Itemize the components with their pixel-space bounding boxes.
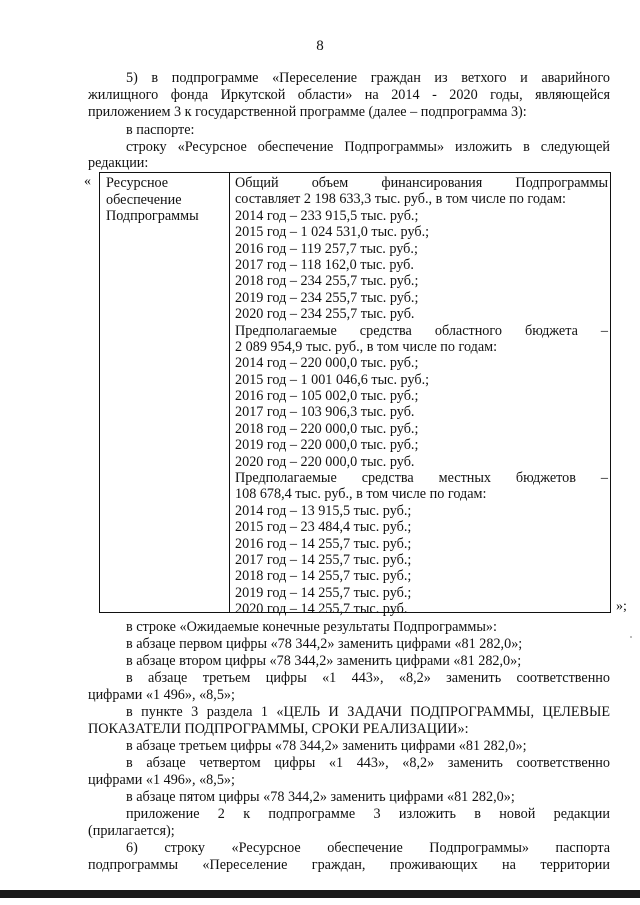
after-line-5: цифрами «1 496», «8,5»; xyxy=(88,687,235,703)
right-cell-line: 2016 год – 105 002,0 тыс. руб.; xyxy=(235,388,419,405)
right-cell-line: 2017 год – 118 162,0 тыс. руб. xyxy=(235,256,414,273)
after-line-10: цифрами «1 496», «8,5»; xyxy=(88,772,235,788)
right-cell-line: 2016 год – 119 257,7 тыс. руб.; xyxy=(235,240,418,257)
table-close-mark: »; xyxy=(616,599,627,614)
right-cell-line: 2019 год – 220 000,0 тыс. руб.; xyxy=(235,437,419,454)
after-line-3: в абзаце втором цифры «78 344,2» заменить цифрами «81 282,0»; xyxy=(126,653,522,669)
right-cell-line: 2020 год – 234 255,7 тыс. руб. xyxy=(235,306,415,323)
intro-line-3: приложением 3 к государственной программе (далее – подпрограмма 3): xyxy=(88,104,527,120)
left-cell-line: Подпрограммы xyxy=(106,208,199,224)
right-cell-line: Общий объем финансирования Подпрограммы xyxy=(235,175,608,191)
table-left-cell xyxy=(106,175,224,225)
after-line-8: в абзаце третьем цифры «78 344,2» заменить цифрами «81 282,0»; xyxy=(126,738,527,754)
right-cell-line: 2018 год – 14 255,7 тыс. руб.; xyxy=(235,568,412,585)
table-column-divider xyxy=(229,173,230,612)
table-right-cell xyxy=(235,175,608,618)
right-cell-line: 2019 год – 234 255,7 тыс. руб.; xyxy=(235,289,419,306)
right-cell-line: 2014 год – 13 915,5 тыс. руб.; xyxy=(235,502,412,519)
intro-line-4: в паспорте: xyxy=(126,122,195,138)
right-cell-line: 2018 год – 220 000,0 тыс. руб.; xyxy=(235,420,419,437)
scan-bottom-edge xyxy=(0,890,640,898)
after-line-4: в абзаце третьем цифры «1 443», «8,2» заменить соответственно xyxy=(126,670,610,686)
after-line-14: 6) строку «Ресурсное обеспечение Подпрограммы» паспорта xyxy=(126,840,610,856)
right-cell-line: 2019 год – 14 255,7 тыс. руб.; xyxy=(235,584,412,601)
resource-table xyxy=(99,172,611,618)
left-cell-line: обеспечение xyxy=(106,191,182,208)
table-right-border xyxy=(610,173,611,612)
right-cell-line: 2015 год – 1 024 531,0 тыс. руб.; xyxy=(235,224,430,241)
right-cell-line: 2014 год – 233 915,5 тыс. руб.; xyxy=(235,207,419,224)
right-cell-line: 2018 год – 234 255,7 тыс. руб.; xyxy=(235,273,419,290)
right-cell-line: 2017 год – 14 255,7 тыс. руб.; xyxy=(235,551,412,568)
intro-line-2: жилищного фонда Иркутской области» на 2014 - 2020 годы, являющейся xyxy=(88,87,610,103)
after-line-11: в абзаце пятом цифры «78 344,2» заменить цифрами «81 282,0»; xyxy=(126,789,515,805)
after-line-15: подпрограммы «Переселение граждан, проживающих на территории xyxy=(88,857,610,873)
right-cell-line: Предполагаемые средства местных бюджетов – xyxy=(235,470,608,487)
right-cell-line: 2016 год – 14 255,7 тыс. руб.; xyxy=(235,535,412,552)
after-line-2: в абзаце первом цифры «78 344,2» заменить цифрами «81 282,0»; xyxy=(126,636,523,652)
after-line-13: (прилагается); xyxy=(88,823,175,839)
right-cell-line: 2015 год – 1 001 046,6 тыс. руб.; xyxy=(235,371,430,388)
right-cell-line: 2020 год – 220 000,0 тыс. руб. xyxy=(235,453,415,470)
intro-line-5: строку «Ресурсное обеспечение Подпрограммы» изложить в следующей xyxy=(126,139,610,155)
after-line-12: приложение 2 к подпрограмме 3 изложить в новой редакции xyxy=(126,806,610,822)
right-cell-line: Предполагаемые средства областного бюджета – xyxy=(235,322,608,339)
after-line-1: в строке «Ожидаемые конечные результаты Подпрограммы»: xyxy=(126,619,497,635)
after-line-9: в абзаце четвертом цифры «1 443», «8,2» заменить соответственно xyxy=(126,755,610,771)
right-cell-line: 2020 год – 14 255,7 тыс. руб. xyxy=(235,601,408,618)
table-open-quote: « xyxy=(84,174,91,189)
after-line-7: ПОКАЗАТЕЛИ ПОДПРОГРАММЫ, СРОКИ РЕАЛИЗАЦИИ»: xyxy=(88,721,469,737)
left-cell-line: Ресурсное xyxy=(106,175,169,191)
page-number: 8 xyxy=(316,38,324,54)
after-line-6: в пункте 3 раздела 1 «ЦЕЛЬ И ЗАДАЧИ ПОДПРОГРАММЫ, ЦЕЛЕВЫЕ xyxy=(126,704,610,720)
right-cell-line: 2017 год – 103 906,3 тыс. руб. xyxy=(235,404,415,421)
right-cell-line: составляет 2 198 633,3 тыс. руб., в том числе по годам: xyxy=(235,191,566,208)
right-cell-line: 2015 год – 23 484,4 тыс. руб.; xyxy=(235,519,412,536)
right-cell-line: 2 089 954,9 тыс. руб., в том числе по годам: xyxy=(235,338,498,355)
scan-speck xyxy=(630,636,632,638)
right-cell-line: 2014 год – 220 000,0 тыс. руб.; xyxy=(235,355,419,372)
intro-line-1: 5) в подпрограмме «Переселение граждан из ветхого и аварийного xyxy=(126,70,610,86)
right-cell-line: 108 678,4 тыс. руб., в том числе по годам: xyxy=(235,486,487,503)
intro-line-6: редакции: xyxy=(88,155,149,171)
